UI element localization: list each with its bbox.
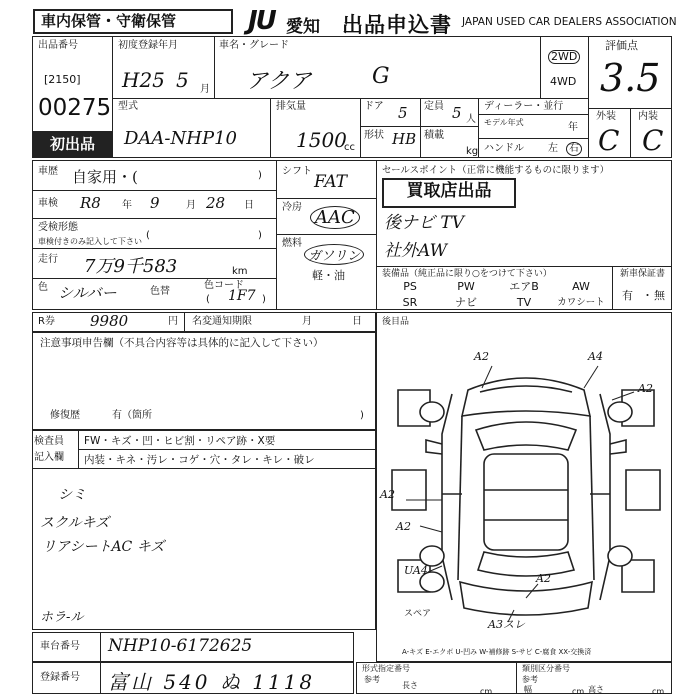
- inspection-era: R8: [80, 194, 101, 212]
- equip-sr: SR: [402, 296, 418, 309]
- inspector-pill: ホラ-ル: [40, 610, 84, 625]
- color-code-close: ): [262, 294, 266, 305]
- registration-month: 5: [176, 68, 189, 92]
- shift-label: シフト: [282, 166, 312, 177]
- chassis-value: NHP10-6172625: [108, 636, 253, 656]
- tyres: [420, 402, 632, 592]
- model-year-label: モデル年式: [484, 118, 524, 127]
- mark-2: A4: [588, 350, 603, 363]
- inspector-row-1: FW・キズ・凹・ヒビ割・リペア跡・X要: [84, 435, 276, 447]
- width-label: 幅: [524, 685, 532, 694]
- height-unit: cm: [652, 687, 665, 696]
- displacement-unit: cc: [344, 142, 355, 153]
- car-name-label: 車名・グレード: [219, 40, 289, 51]
- car-grade-value: G: [372, 64, 390, 89]
- inspection-year-unit: 年: [122, 200, 132, 211]
- rating-value: 3.5: [600, 56, 661, 100]
- recycle-unit: 円: [168, 316, 178, 327]
- ext-value: C: [598, 124, 620, 157]
- reception-sublabel: 車検付きのみ記入して下さい: [38, 237, 142, 246]
- shape-value: HB: [392, 130, 417, 148]
- mileage-value: 7万9千583: [84, 256, 178, 277]
- repair-value: 有（箇所: [112, 410, 152, 421]
- expiry-month: 月: [302, 316, 312, 327]
- chassis-label: 車台番号: [40, 641, 80, 652]
- association-name: JAPAN USED CAR DEALERS ASSOCIATION: [462, 16, 677, 28]
- handle-left: 左: [548, 143, 558, 154]
- drive-4wd: 4WD: [550, 75, 577, 88]
- inspector-row-2: 内装・キネ・汚レ・コゲ・穴・タレ・キレ・破レ: [84, 454, 315, 466]
- equip-tv: TV: [516, 296, 532, 309]
- mark-4: A2: [380, 488, 395, 501]
- spare-label: スペア: [404, 609, 432, 619]
- int-value: C: [642, 124, 664, 157]
- fuel-sub: 軽・油: [312, 269, 345, 282]
- equip-pw: PW: [457, 280, 475, 293]
- model-year-unit: 年: [568, 122, 578, 133]
- mileage-unit: km: [232, 266, 248, 277]
- color-value: シルバー: [58, 284, 117, 302]
- rating-label: 評価点: [605, 39, 638, 52]
- displacement-label: 排気量: [276, 101, 306, 112]
- expiry-label: 名変通知期限: [192, 316, 252, 327]
- notes-label: 注意事項申告欄（不具合内容等は具体的に記入して下さい）: [40, 337, 324, 349]
- inspection-month-unit: 月: [186, 200, 196, 211]
- recycle-value: 9980: [90, 312, 129, 330]
- reception-label: 受検形態: [38, 222, 78, 233]
- car-damage-diagram: [376, 330, 676, 630]
- org-name: 愛知: [286, 17, 320, 37]
- registration-label: 初度登録年月: [118, 40, 178, 51]
- length-label: 長さ: [402, 681, 418, 690]
- height-label: 高さ: [588, 685, 604, 694]
- warranty-no: 無: [654, 289, 665, 302]
- mark-6: UA4: [404, 564, 428, 577]
- inspection-day: 28: [206, 194, 226, 212]
- mark-1: A2: [474, 350, 489, 363]
- model-label: 型式: [118, 101, 138, 112]
- registration-era: H25: [122, 68, 165, 92]
- reception-close: ): [258, 230, 262, 241]
- load-unit: kg: [466, 146, 479, 157]
- remark-2: スクルキズ: [40, 515, 110, 531]
- car-name-value: アクア: [246, 69, 312, 94]
- damage-legend: A-キズ E-エクボ U-凹み W-補修跡 S-サビ C-腐食 XX-交換済: [402, 648, 592, 656]
- fuel-value: ガソリン: [304, 244, 364, 265]
- width-unit: cm: [572, 687, 585, 696]
- sales-points-label: セールスポイント（正常に機能するものに限ります）: [382, 165, 610, 176]
- displacement-value: 1500: [296, 128, 347, 152]
- aircon-label: 冷房: [282, 202, 302, 213]
- model-value: DAA-NHP10: [124, 128, 237, 149]
- repair-label: 修復歴: [50, 410, 80, 421]
- fuel-label: 燃料: [282, 238, 302, 249]
- drive-2wd: 2WD: [548, 50, 580, 64]
- ref-2: 参考: [522, 675, 538, 684]
- warranty-sep: ・: [642, 289, 653, 302]
- form-title: 出品申込書: [342, 13, 452, 37]
- mark-8: A3スレ: [488, 618, 525, 630]
- shift-value: FAT: [314, 172, 348, 192]
- plate-value: 富山 540 ぬ 1118: [108, 670, 316, 694]
- first-listing-badge: 初出品: [33, 131, 112, 157]
- sales-point-1: 後ナビ TV: [384, 213, 465, 233]
- lot-label: 出品番号: [38, 40, 78, 51]
- remark-3: リアシートAC キズ: [42, 539, 165, 555]
- warranty-yes: 有: [622, 289, 633, 302]
- ju-logo: JU: [248, 6, 275, 36]
- doors-label: ドア: [364, 101, 384, 112]
- color-change-label: 色替: [150, 286, 170, 297]
- warranty-label: 新車保証書: [620, 269, 666, 279]
- cat-label: 類別区分番号: [522, 664, 570, 673]
- inspection-day-unit: 日: [244, 200, 254, 211]
- capacity-unit: 人: [466, 114, 476, 125]
- inspection-label: 車検: [38, 198, 58, 209]
- equip-seat: カワシート: [557, 297, 605, 308]
- equipment-label: 装備品（純正品に限り○をつけて下さい）: [382, 269, 552, 279]
- lot-code: [2150]: [44, 73, 81, 86]
- registration-month-unit: 月: [200, 84, 210, 95]
- doors-value: 5: [398, 104, 408, 122]
- inspection-year: 9: [150, 194, 160, 212]
- equip-airbag: エアB: [509, 280, 539, 293]
- dealer-label: ディーラー・並行: [484, 101, 564, 112]
- expiry-day: 日: [352, 316, 362, 327]
- mark-5: A2: [396, 520, 411, 533]
- color-label: 色: [38, 282, 48, 293]
- ext-label: 外装: [596, 111, 616, 122]
- storage-stamp: 車内保管・守衛保管: [33, 9, 233, 34]
- color-code-open: (: [206, 294, 210, 305]
- shape-label: 形状: [364, 130, 384, 141]
- sales-point-2: 社外AW: [384, 241, 448, 261]
- mileage-label: 走行: [38, 254, 58, 265]
- mark-7: A2: [536, 572, 551, 585]
- handle-label: ハンドル: [484, 143, 524, 154]
- usage-value: 自家用・(: [72, 168, 138, 186]
- usage-close: ): [258, 170, 262, 181]
- rear-seat-label: 後目品: [382, 317, 410, 327]
- length-unit: cm: [480, 687, 493, 696]
- capacity-label: 定員: [424, 101, 444, 112]
- capacity-value: 5: [452, 104, 462, 122]
- recycle-label: R券: [38, 316, 55, 327]
- int-label: 内装: [638, 111, 658, 122]
- plate-label: 登録番号: [40, 672, 80, 683]
- mark-3: A2: [638, 382, 653, 395]
- usage-label: 車歴: [38, 166, 58, 177]
- equip-navi: ナビ: [455, 296, 477, 309]
- reception-open: (: [146, 230, 150, 241]
- handle-right: 右: [566, 142, 582, 156]
- load-label: 積載: [424, 130, 444, 141]
- color-code-label: 色コード: [204, 280, 244, 291]
- repair-close: ): [360, 410, 364, 421]
- remark-1: シミ: [58, 487, 86, 503]
- buyer-stamp: 買取店出品: [382, 178, 516, 208]
- lot-number: 00275: [38, 95, 112, 121]
- color-code-value: 1F7: [228, 288, 256, 304]
- spec-label: 形式指定番号: [362, 664, 410, 673]
- equip-ps: PS: [403, 280, 417, 293]
- inspector-label: 検査員: [34, 436, 64, 447]
- inspector-label-2: 記入欄: [34, 452, 64, 463]
- ref-1: 参考: [364, 675, 380, 684]
- aircon-value: AAC: [310, 206, 360, 229]
- equip-aw: AW: [572, 280, 590, 293]
